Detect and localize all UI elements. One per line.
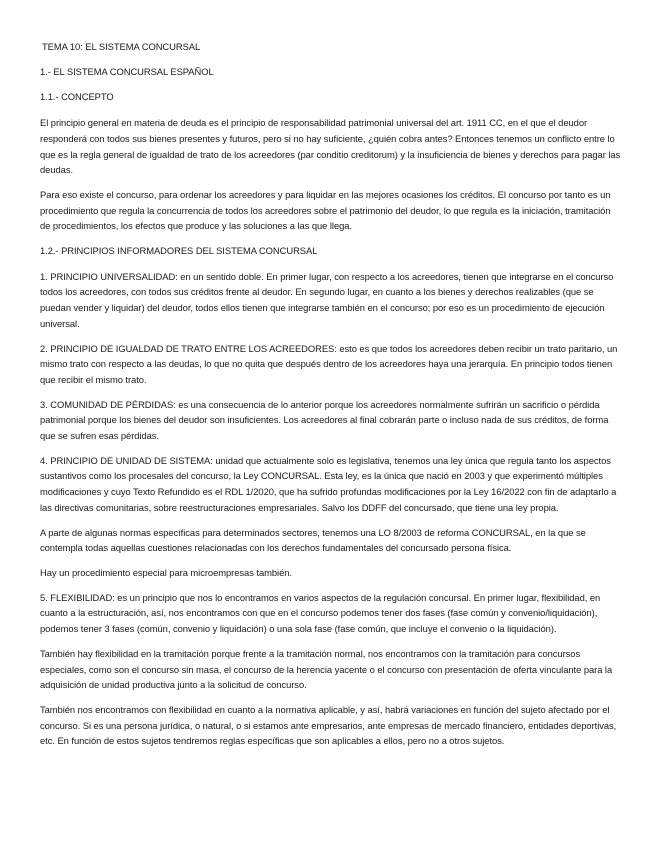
section-heading: 1.- EL SISTEMA CONCURSAL ESPAÑOL	[40, 65, 214, 77]
subsection-heading-principios: 1.2.- PRINCIPIOS INFORMADORES DEL SISTEMA CONCURSAL	[40, 245, 318, 257]
paragraph-principio-general: El principio general en materia de deuda es el principio de responsabilidad patrimonial universal del art. 1911 CC, en el que el deudor responderá con todos sus bienes presentes y futuros, pero si no hay suficiente, ¿quién cobra antes? Entonces tenemos un conflicto entre lo que es la regla general de igualdad de trato de los acreedores (par conditio creditorum) y la insuficiencia de bienes y derechos para pagar las deudas.	[40, 117, 621, 176]
paragraph-universalidad: 1. PRINCIPIO UNIVERSALIDAD: en un sentido doble. En primer lugar, con respecto a los acreedores, tienen que integrarse en el concurso todos los acreedores, con todos sus créditos frente al deudor. En segundo lugar, en cuanto a los bienes y derechos realizables (que se puedan vender y liquidar) del deudor, todos ellos tienen que integrarse también en el concurso; por eso es un procedimiento de ejecución universal.	[40, 270, 614, 329]
paragraph-concurso-definicion: Para eso existe el concurso, para ordenar los acreedores y para liquidar en las mejores ocasiones los créditos. El concurso por tanto es un procedimiento que regula la concurrencia de todos los acreedores sobre el patrimonio del deudor, lo que regula es la iniciación, tramitación de procedimientos, los efectos que produce y las soluciones a las que llega.	[40, 188, 611, 232]
document-title: TEMA 10: EL SISTEMA CONCURSAL	[42, 41, 201, 52]
paragraph-flexibilidad: 5. FLEXIBILIDAD: es un principio que nos lo encontramos en varios aspectos de la regulación concursal. En primer lugar, flexibilidad, en cuanto a la estructuración, así, nos encontramos con que en el concurso podemos tener dos fases (fase común y convenio/liquidación), podemos tener 3 fases (común, convenio y liquidación) o una sola fase (fase común, que incluye el convenio o la liquidación).	[40, 591, 601, 635]
paragraph-flexibilidad-normativa: También nos encontramos con flexibilidad en cuanto a la normativa aplicable, y así, habrá variaciones en función del sujeto afectado por el concurso. Si es una persona jurídica, o natural, o si estamos ante empresarios, ante empresas de mercado financiero, entidades deportivas, etc. En función de estos sujetos tendremos reglas específicas que son aplicables a ellos, pero no a otros sujetos.	[40, 703, 617, 747]
paragraph-unidad-sistema: 4. PRINCIPIO DE UNIDAD DE SISTEMA: unidad que actualmente solo es legislativa, tenemos una ley única que regula tanto los aspectos sustantivos como los procesales del concurso, la Ley CONCURSAL. Esta ley, es la única que nació en 2003 y que experimentó múltiples modificaciones y cuyo Texto Refundido es el RDL 1/2020, que ha sufrido profundas modificaciones por la Ley 16/2022 con fin de adaptarlo a las directivas comunitarias, sobre reestructuraciones empresariales. Salvo los DDFF del concursado, que tiene una ley propia.	[40, 454, 617, 513]
paragraph-igualdad-trato: 2. PRINCIPIO DE IGUALDAD DE TRATO ENTRE LOS ACREEDORES: esto es que todos los acreedores deben recibir un trato paritario, un mismo trato con respecto a las deudas, lo que no quita que después dentro de los acreedores haya una jerarquía. En principio todos tienen que recibir el mismo trato.	[40, 342, 618, 385]
paragraph-microempresas: Hay un procedimiento especial para microempresas también.	[40, 566, 292, 578]
paragraph-comunidad-perdidas: 3. COMUNIDAD DE PÉRDIDAS: es una consecuencia de lo anterior porque los acreedores normalmente sufrirán un sacrificio o pérdida patrimonial porque los bienes del deudor son insuficientes. Los acreedores al final cobrarán parte o incluso nada de sus créditos, de forma que se sufren esas pérdidas.	[40, 398, 609, 442]
paragraph-flexibilidad-tramitacion: También hay flexibilidad en la tramitación porque frente a la tramitación normal, nos encontramos con la tramitación para concursos especiales, como son el concurso sin masa, el concurso de la herencia yacente o el concurso con presentación de oferta vinculante para la adquisición de unidad productiva junto a la solicitud de concurso.	[40, 647, 613, 691]
subsection-heading-concepto: 1.1.- CONCEPTO	[40, 91, 114, 103]
paragraph-normas-especificas: A parte de algunas normas específicas para determinados sectores, tenemos una LO 8/2003 de reforma CONCURSAL, en la que se contempla todas aquellas cuestiones relacionadas con los derechos fundamentales del concursado persona física.	[40, 526, 586, 554]
